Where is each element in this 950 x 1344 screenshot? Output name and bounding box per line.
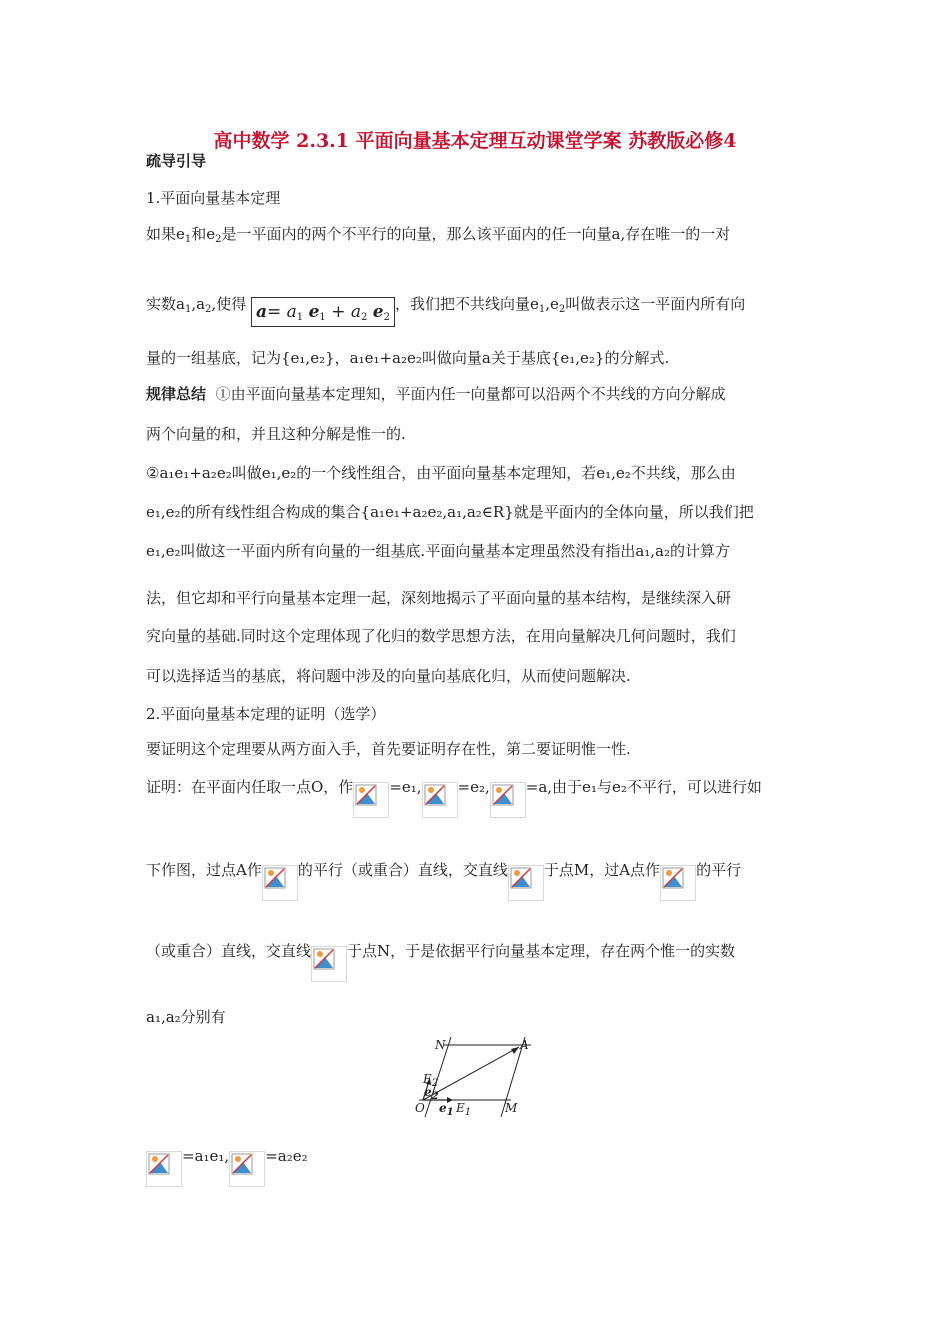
label-o: O: [415, 1101, 425, 1115]
rule-line-3: ②a₁e₁+a₂e₂叫做e₁,e₂的一个线性组合，由平面向量基本定理知，若e₁,e₂不共线，那么由: [146, 464, 736, 482]
label-m: M: [505, 1101, 518, 1115]
proof-line-4: a₁,a₂分别有: [146, 1008, 226, 1026]
rule-line-1: 规律总结 ①由平面向量基本定理知，平面内任一向量都可以沿两个不共线的方向分解成: [146, 385, 726, 403]
parallelogram-diagram: [415, 1035, 535, 1120]
section-1-heading: 1.平面向量基本定理: [146, 189, 281, 207]
rule-line-8: 可以选择适当的基底，将问题中涉及的向量向基底化归，从而使问题解决.: [146, 667, 631, 685]
theorem-line-2: 实数$a_1,a_2$,使得 $a= a_1$ $e_1 + a_2$ $e_2$，我们把不共线向量$e_1,e_2$叫做表示这一平面内所有向: [146, 293, 811, 327]
proof-line-3: （或重合）直线，交直线 于点N，于是依据平行向量基本定理，存在两个惟一的实数: [146, 940, 811, 982]
page-title: 高中数学 2.3.1 平面向量基本定理互动课堂学案 苏教版必修4: [213, 130, 737, 152]
label-E1: $E_1$: [456, 1101, 472, 1118]
section-2-intro: 要证明这个定理要从两方面入手，首先要证明存在性，第二要证明惟一性.: [146, 740, 631, 758]
label-E2: $E_2$: [423, 1072, 439, 1089]
theorem-formula: $a= a_1$ $e_1 + a_2$ $e_2$: [251, 297, 395, 327]
rule-line-2: 两个向量的和，并且这种分解是惟一的.: [146, 425, 406, 443]
theorem-line-3: 量的一组基底，记为{e₁,e₂}，a₁e₁+a₂e₂叫做向量a关于基底{e₁,e₂}的分解式.: [146, 349, 670, 367]
broken-image-icon: [660, 865, 696, 901]
rule-line-4: e₁,e₂的所有线性组合构成的集合{a₁e₁+a₂e₂,a₁,a₂∈R}就是平面内的全体向量，所以我们把: [146, 503, 754, 521]
proof-line-5: =a₁e₁, =a₂e₂: [146, 1145, 811, 1187]
rule-line-6: 法，但它却和平行向量基本定理一起，深刻地揭示了平面向量的基本结构，是继续深入研: [146, 589, 732, 607]
broken-image-icon: [146, 1151, 182, 1187]
broken-image-icon: [229, 1151, 265, 1187]
proof-line-1: 证明：在平面内任取一点O，作 =e₁, =e₂, =a,由于e₁与e₂不平行，可以进行如: [146, 776, 811, 818]
proof-line-2: 下作图，过点A作 的平行（或重合）直线，交直线 于点M，过A点作 的平行: [146, 859, 811, 901]
broken-image-icon: [422, 782, 458, 818]
label-a: A: [520, 1038, 529, 1052]
broken-image-icon: [262, 865, 298, 901]
label-e2: $e_2$: [424, 1085, 439, 1102]
section-heading: 疏导引导: [146, 152, 207, 170]
broken-image-icon: [490, 782, 526, 818]
rule-line-7: 究向量的基础.同时这个定理体现了化归的数学思想方法，在用向量解决几何问题时，我们: [146, 627, 736, 645]
rule-label: 规律总结: [146, 385, 207, 403]
broken-image-icon: [508, 865, 544, 901]
broken-image-icon: [311, 946, 347, 982]
label-n: N: [435, 1038, 446, 1052]
broken-image-icon: [353, 782, 389, 818]
label-e1: $e_1$: [439, 1101, 454, 1118]
theorem-line-1: 如果$e_1$和$e_2$是一平面内的两个不平行的向量，那么该平面内的任一向量a,存在唯一的一对: [146, 225, 731, 245]
section-2-heading: 2.平面向量基本定理的证明（选学）: [146, 705, 386, 723]
rule-line-5: e₁,e₂叫做这一平面内所有向量的一组基底.平面向量基本定理虽然没有指出a₁,a₂的计算方: [146, 542, 731, 560]
